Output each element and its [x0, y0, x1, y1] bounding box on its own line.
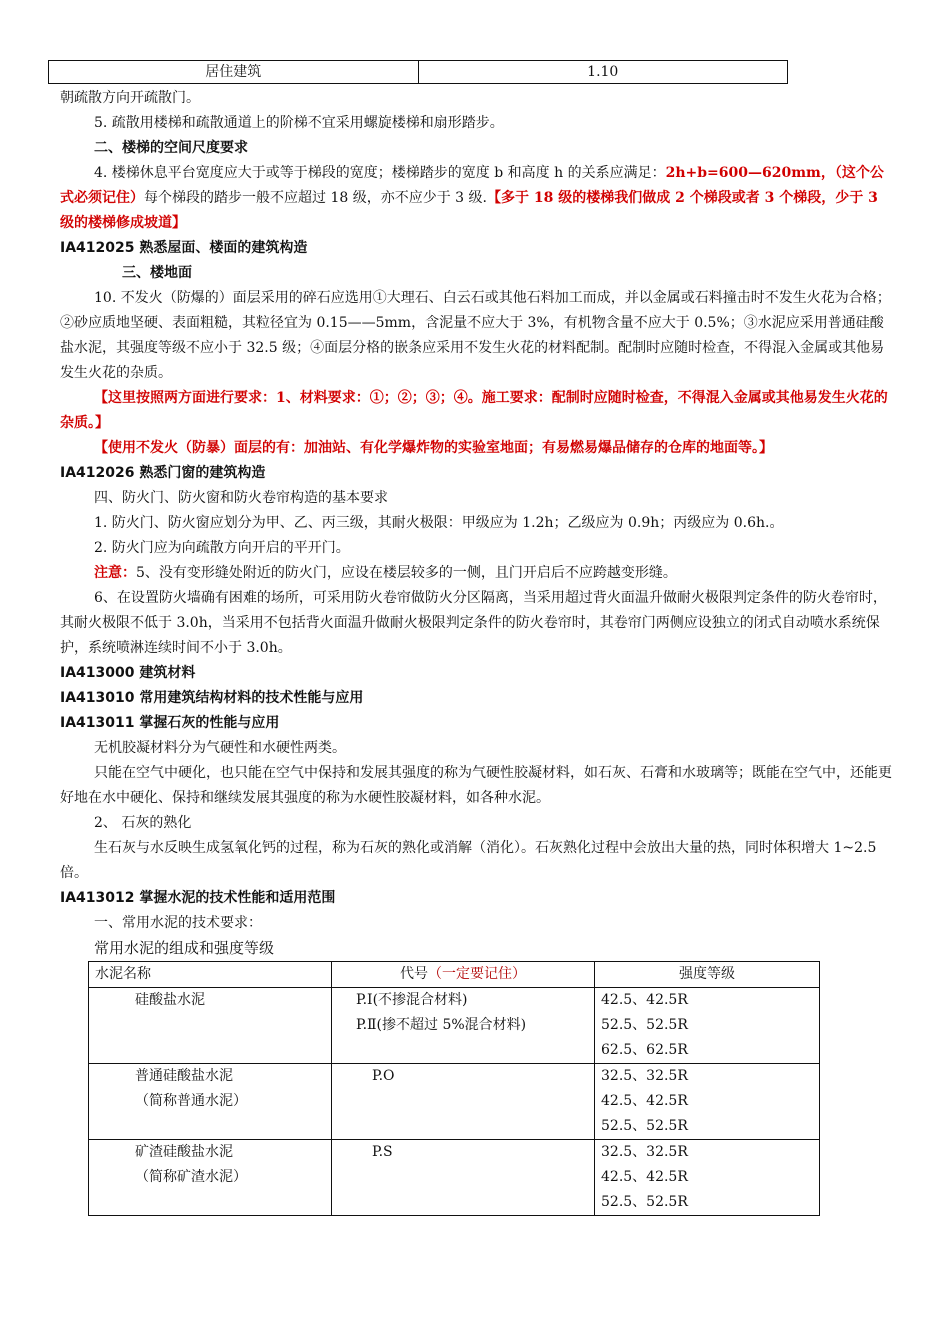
cell-line: （简称普通水泥）	[135, 1093, 247, 1109]
cement-table	[88, 961, 820, 1216]
table-cell: 1.10	[418, 61, 788, 84]
formula-highlight: 2h+b=600—620mm，（这个公式必须记住）	[60, 165, 884, 206]
note-highlight: 【多于 18 级的楼梯我们做成 2 个梯段或者 3 个梯段，少于 3 级的楼梯修成坡道】	[60, 190, 878, 231]
cell-line: 62.5、62.5R	[601, 1042, 688, 1058]
cell-line: 52.5、52.5R	[601, 1118, 688, 1134]
paragraph: 一、常用水泥的技术要求：	[94, 915, 262, 931]
paragraph: 1. 防火门、防火窗应划分为甲、乙、丙三级，其耐火极限：甲级应为 1.2h；乙级应为 0.9h；丙级应为 0.6h.。	[94, 515, 784, 531]
header-cell: 水泥名称	[89, 962, 332, 988]
header-cell	[332, 962, 595, 988]
note-label: 注意：	[94, 565, 136, 581]
code-cell	[332, 1064, 595, 1140]
note-highlight: 【使用不发火（防暴）面层的有：加油站、有化学爆炸物的实验室地面；有易燃易爆品储存的仓库的地面等。】	[94, 440, 773, 456]
cell-line: 42.5、42.5R	[601, 992, 688, 1008]
cell-line: P.O	[372, 1068, 395, 1084]
table-row	[49, 61, 788, 84]
subsection-heading: 三、楼地面	[122, 265, 192, 281]
paragraph: 生石灰与水反映生成氢氧化钙的过程，称为石灰的熟化或消解（消化）。石灰熟化过程中会放出大量的热，同时体积增大 1~2.5 倍。	[60, 840, 877, 881]
section-heading: IA412025 熟悉屋面、楼面的建筑构造	[60, 240, 308, 256]
header-note: （一定要记住）	[428, 966, 526, 982]
cell-line: 硅酸盐水泥	[135, 992, 205, 1008]
cell-line: 普通硅酸盐水泥	[135, 1068, 233, 1084]
text-span: 5、没有变形缝处附近的防火门，应设在楼层较多的一侧，且门开启后不应跨越变形缝。	[136, 565, 677, 581]
subsection-heading: 四、防火门、防火窗和防火卷帘构造的基本要求	[94, 490, 388, 506]
cell-line: 52.5、52.5R	[601, 1194, 688, 1210]
cell-line: （简称矿渣水泥）	[135, 1169, 247, 1185]
paragraph: 10. 不发火（防爆的）面层采用的碎石应选用①大理石、白云石或其他石料加工而成，并以金属或石料撞击时不发生火花为合格；②砂应质地坚硬、表面粗糙，其粒径宜为 0.15——5mm，含泥量不应大于 3%，有机物含量不应大于 0.5%；③水泥应采用普通硅酸盐水泥，其强度等级不应小于 32.5 级；④面层分格的嵌条应采用不发生火花的材料配制。配制时应随时检查，不得混入金属或其他易发生火花的杂质。	[60, 290, 891, 381]
cell-line: 52.5、52.5R	[601, 1017, 688, 1033]
cell-line: 矿渣硅酸盐水泥	[135, 1144, 233, 1160]
cell-line: P.S	[372, 1144, 393, 1160]
paragraph-note	[60, 561, 894, 586]
grade-cell	[595, 1140, 820, 1216]
name-cell	[89, 988, 332, 1064]
header-cell: 强度等级	[595, 962, 820, 988]
table-row	[89, 1140, 820, 1216]
table-row	[89, 988, 820, 1064]
cell-line: 42.5、42.5R	[601, 1093, 688, 1109]
section-heading: 二、楼梯的空间尺度要求	[94, 140, 248, 156]
section-heading: IA413010 常用建筑结构材料的技术性能与应用	[60, 690, 364, 706]
cell-line: 32.5、32.5R	[601, 1144, 688, 1160]
code-cell	[332, 1140, 595, 1216]
paragraph: 6、在设置防火墙确有困难的场所，可采用防火卷帘做防火分区隔离，当采用超过背火面温升做耐火极限判定条件的防火卷帘时，其耐火极限不低于 3.0h，当采用不包括背火面温升做耐火极限判定条件的防火卷帘时，其卷帘门两侧应设独立的闭式自动喷水系统保护，系统喷淋连续时间不小于 3.0h。	[60, 590, 887, 656]
paragraph: 只能在空气中硬化，也只能在空气中保持和发展其强度的称为气硬性胶凝材料，如石灰、石膏和水玻璃等；既能在空气中，还能更好地在水中硬化、保持和继续发展其强度的称为水硬性胶凝材料，如各种水泥。	[60, 765, 892, 806]
paragraph: 无机胶凝材料分为气硬性和水硬性两类。	[94, 740, 346, 756]
text-span: 4. 楼梯休息平台宽度应大于或等于梯段的宽度；楼梯踏步的宽度 b 和高度 h 的关系应满足：	[94, 165, 666, 181]
table-cell: 居住建筑	[49, 61, 419, 84]
header-text: 代号	[400, 966, 428, 982]
paragraph: 5. 疏散用楼梯和疏散通道上的阶梯不宜采用螺旋楼梯和扇形踏步。	[94, 115, 504, 131]
paragraph: 朝疏散方向开疏散门。	[60, 90, 200, 106]
document-page	[60, 60, 894, 1216]
section-heading: IA413011 掌握石灰的性能与应用	[60, 715, 280, 731]
cell-line: P.Ⅱ(掺不超过 5%混合材料)	[356, 1017, 527, 1033]
name-cell	[89, 1064, 332, 1140]
table-header-row	[89, 962, 820, 988]
grade-cell	[595, 1064, 820, 1140]
cell-line: 32.5、32.5R	[601, 1068, 688, 1084]
table-row	[89, 1064, 820, 1140]
paragraph-stairs	[60, 161, 894, 236]
top-table	[48, 60, 788, 84]
cell-line: P.Ⅰ(不掺混合材料)	[356, 992, 468, 1008]
name-cell	[89, 1140, 332, 1216]
table-caption: 常用水泥的组成和强度等级	[94, 939, 275, 957]
cell-line: 42.5、42.5R	[601, 1169, 688, 1185]
paragraph: 2、 石灰的熟化	[94, 815, 192, 831]
section-heading: IA412026 熟悉门窗的建筑构造	[60, 465, 266, 481]
code-cell	[332, 988, 595, 1064]
text-span: 每个梯段的踏步一般不应超过 18 级，亦不应少于 3 级.	[144, 190, 487, 206]
note-highlight: 【这里按照两方面进行要求：1、材料要求：①；②；③；④。施工要求：配制时应随时检查，不得混入金属或其他易发生火花的杂质。】	[60, 390, 888, 431]
grade-cell	[595, 988, 820, 1064]
paragraph: 2. 防火门应为向疏散方向开启的平开门。	[94, 540, 350, 556]
section-heading: IA413012 掌握水泥的技术性能和适用范围	[60, 890, 336, 906]
section-heading: IA413000 建筑材料	[60, 665, 196, 681]
